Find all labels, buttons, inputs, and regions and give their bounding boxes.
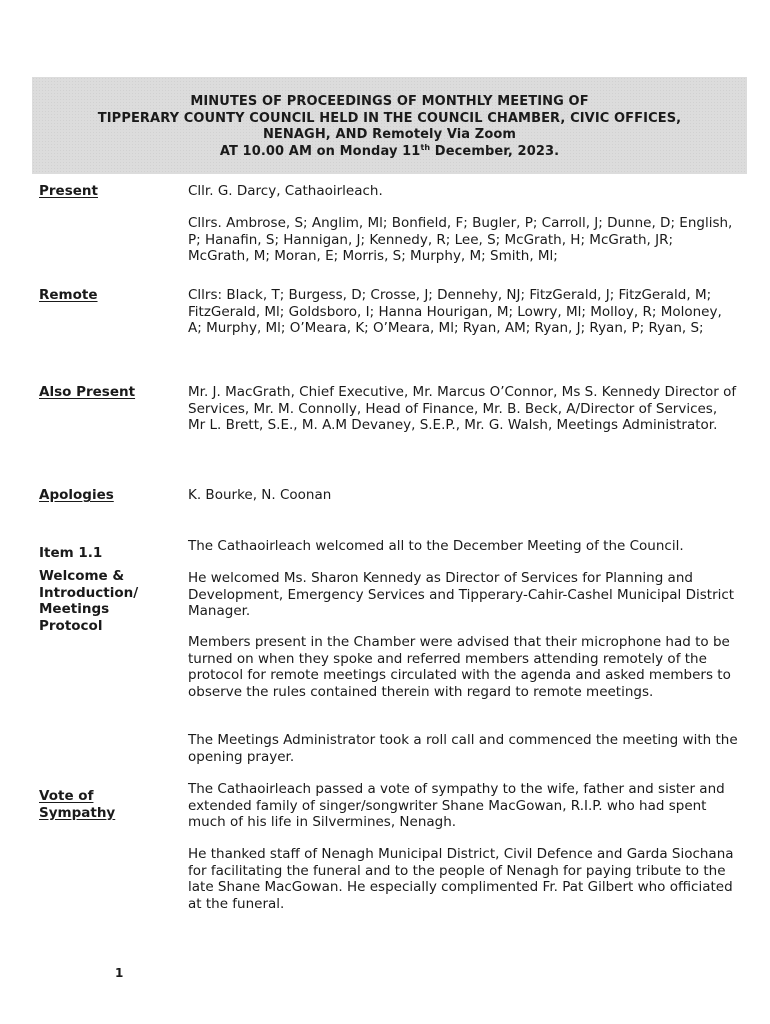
item-title: Welcome & Introduction/ Meetings Protocol [39,568,139,634]
vote-of-sympathy-label: Vote of Sympathy [39,788,116,821]
title-line-4: AT 10.00 AM on Monday 11th December, 2023. [219,142,560,159]
apologies-names: K. Bourke, N. Coonan [188,487,332,503]
apologies-label: Apologies [39,487,114,503]
title-line-1: MINUTES OF PROCEEDINGS OF MONTHLY MEETING OF [190,94,589,109]
sympathy-paragraph: The Cathaoirleach passed a vote of sympathy to the wife, father and sister and extended family of singer/songwriter Shane MacGowan, R.I.P. who had spent much of his life in Silvermines, Nenagh. [188,781,725,830]
remote-councillors: Cllrs: Black, T; Burgess, D; Crosse, J; Dennehy, NJ; FitzGerald, J; FitzGerald, M; FitzGerald, Ml; Goldsboro, I; Hanna Hourigan, M; Lowry, Ml; Molloy, R; Moloney, A; Murphy, Ml; O’Meara, K; O’Meara, Ml; Ryan, AM; Ryan, J; Ryan, P; Ryan, S; [188,287,722,336]
present-councillors: Cllrs. Ambrose, S; Anglim, Ml; Bonfield, F; Bugler, P; Carroll, J; Dunne, D; English, P; Hanafin, S; Hannigan, J; Kennedy, R; Lee, S; McGrath, H; McGrath, JR; McGrath, M; Moran, E; Morris, S; Murphy, M; Smith, Ml; [188,215,733,264]
item-number: Item 1.1 [39,545,103,561]
item-paragraph: The Cathaoirleach welcomed all to the December Meeting of the Council. [188,538,684,554]
page-number: 1 [115,966,124,980]
also-present-label: Also Present [39,384,136,400]
also-present-officials: Mr. J. MacGrath, Chief Executive, Mr. Marcus O’Connor, Ms S. Kennedy Director of Services, Mr. M. Connolly, Head of Finance, Mr. B. Beck, A/Director of Services, Mr L. Brett, S.E., M. A.M Devaney, S.E.P., Mr. G. Walsh, Meetings Administrator. [188,384,737,433]
sympathy-paragraph: He thanked staff of Nenagh Municipal District, Civil Defence and Garda Siochana for facilitating the funeral and to the people of Nenagh for paying tribute to the late Shane MacGowan. He especially complimented Fr. Pat Gilbert who officiated at the funeral. [188,846,734,912]
title-line-2: TIPPERARY COUNTY COUNCIL HELD IN THE COUNCIL CHAMBER, CIVIC OFFICES, [97,110,682,126]
present-label: Present [39,183,98,199]
minutes-title-box [32,77,747,174]
remote-label: Remote [39,287,98,303]
item-paragraph: He welcomed Ms. Sharon Kennedy as Director of Services for Planning and Development, Emergency Services and Tipperary-Cahir-Cashel Municipal District Manager. [188,570,735,619]
item-paragraph: The Meetings Administrator took a roll call and commenced the meeting with the opening prayer. [188,732,738,765]
title-line-3: NENAGH, AND Remotely Via Zoom [262,127,517,142]
item-paragraph: Members present in the Chamber were advised that their microphone had to be turned on when they spoke and referred members attending remotely of the protocol for remote meetings circulated with the agenda and asked members to observe the rules contained therein with regard to remote meetings. [188,634,731,700]
present-chair: Cllr. G. Darcy, Cathaoirleach. [188,183,383,199]
date-ordinal-suffix: th [420,142,431,152]
